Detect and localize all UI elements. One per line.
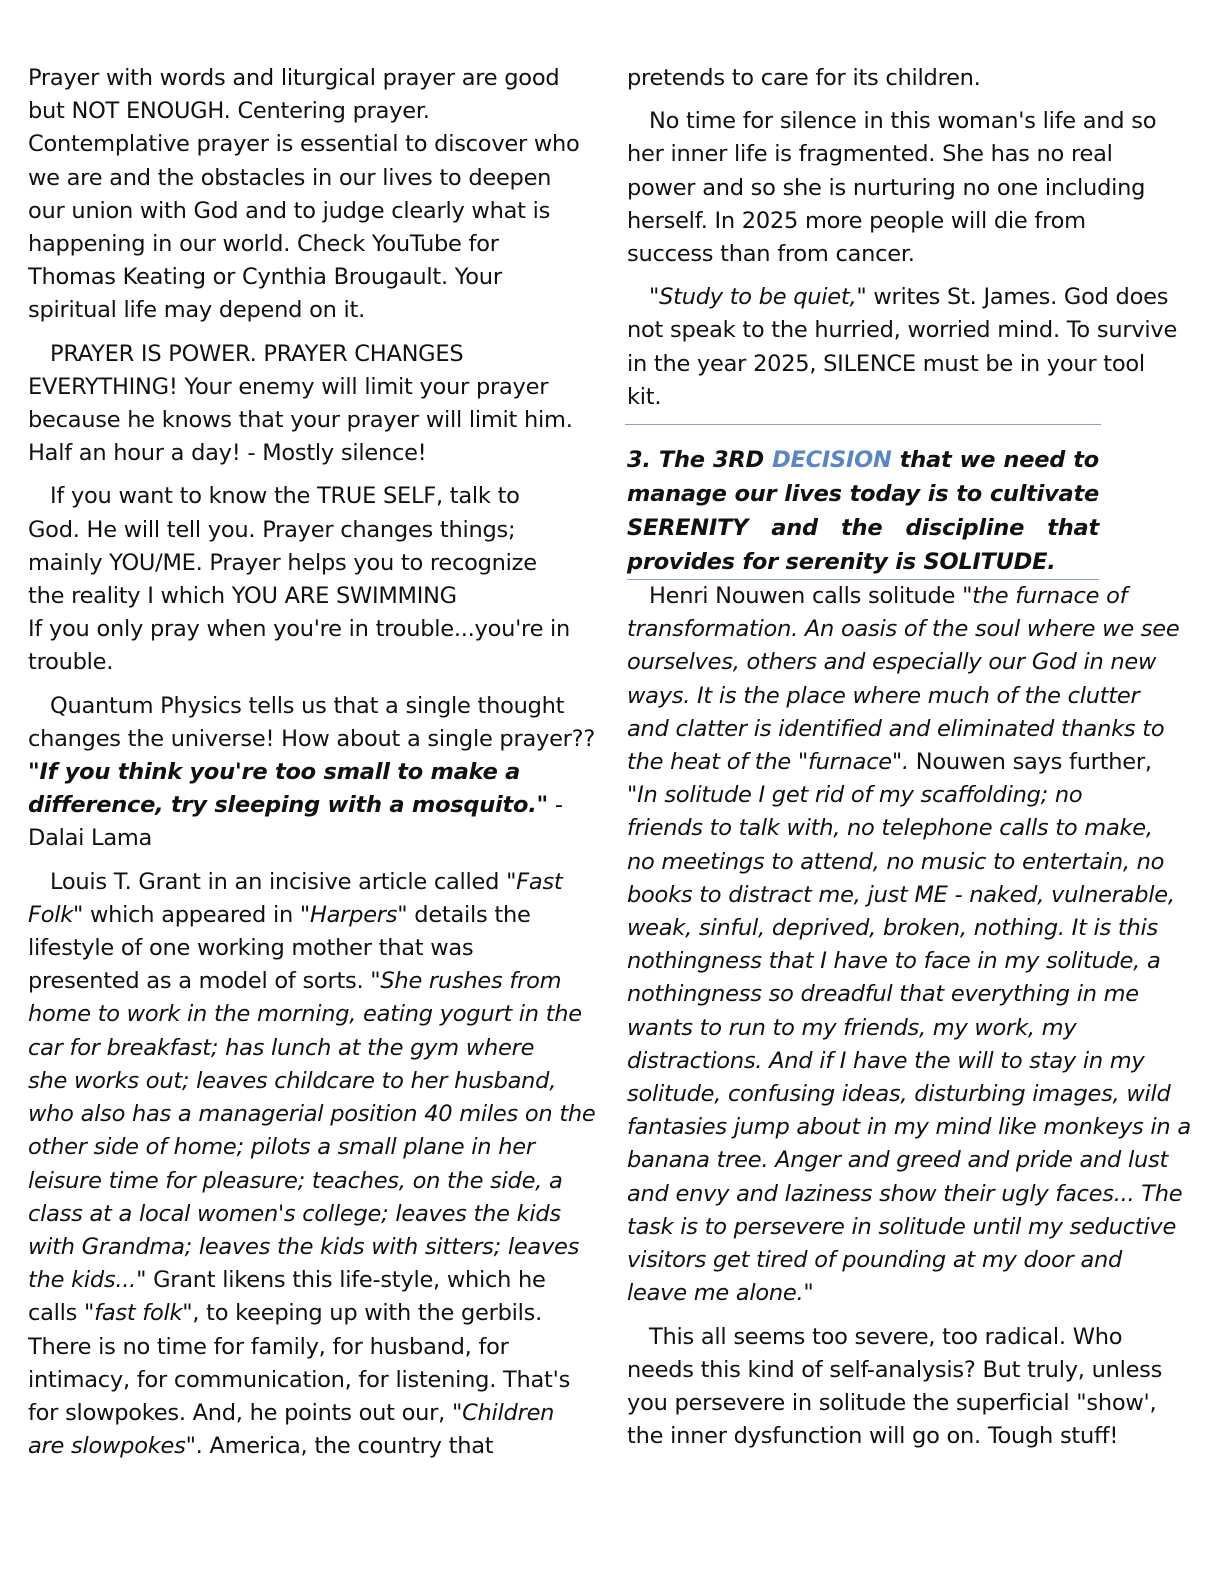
text-line: her inner life is fragmented. She has no real — [627, 141, 1113, 168]
text-line: changes the universe! How about a single prayer?? — [28, 725, 596, 752]
text-line: EVERYTHING! Your enemy will limit your prayer — [28, 373, 549, 400]
text-line: task is to persevere in solitude until my seductive — [627, 1213, 1177, 1240]
text-line: our union with God and to judge clearly what is — [28, 197, 551, 224]
text-line: pretends to care for its children. — [627, 65, 981, 91]
text-line: no meetings to attend, no music to entertain, no — [627, 848, 1165, 875]
paragraph-prayer-is-power — [28, 338, 598, 471]
text-line: PRAYER IS POWER. PRAYER CHANGES — [50, 340, 464, 367]
text-line: God. He will tell you. Prayer changes things; — [28, 516, 516, 543]
text-line: mainly YOU/ME. Prayer helps you to recognize — [28, 549, 537, 576]
section-divider — [625, 424, 1101, 425]
text-line: No time for silence in this woman's life and so — [649, 108, 1157, 135]
text-line: There is no time for family, for husband, for — [28, 1333, 509, 1360]
text-line: other side of home; pilots a small plane in her — [28, 1134, 535, 1161]
text-line: weak, sinful, deprived, broken, nothing. It is this — [627, 915, 1158, 942]
text-line: nothingness so dreadful that everything in me — [627, 981, 1139, 1008]
text-line: banana tree. Anger and greed and pride and lust — [627, 1147, 1169, 1174]
text-line: you persevere in solitude the superficial "show', — [627, 1389, 1157, 1416]
text-line: difference, try sleeping with a mosquito." - — [28, 792, 563, 819]
paragraph-continuation — [627, 62, 1192, 95]
text-line: herself. In 2025 more people will die from — [627, 207, 1086, 234]
text-line: the inner dysfunction will go on. Tough stuff! — [627, 1423, 1119, 1450]
text-line: the kids..." Grant likens this life-style, which he — [28, 1267, 546, 1294]
text-line: leisure time for pleasure; teaches, on the side, a — [28, 1167, 563, 1194]
text-line: trouble. — [28, 649, 114, 676]
text-line: friends to talk with, no telephone calls to make, — [627, 815, 1153, 842]
text-line: ways. It is the place where much of the clutter — [627, 682, 1140, 709]
text-line: in the year 2025, SILENCE must be in your tool — [627, 350, 1145, 377]
text-line: happening in our world. Check YouTube for — [28, 231, 499, 258]
paragraph-centering-prayer — [28, 62, 598, 328]
paragraph-tough-stuff — [627, 1321, 1192, 1454]
text-line: "Study to be quiet," writes St. James. God does — [649, 284, 1169, 311]
text-line: Thomas Keating or Cynthia Brougault. Your — [28, 264, 502, 291]
text-line: intimacy, for communication, for listening. That's — [28, 1366, 571, 1393]
text-line: fantasies jump about in my mind like monkeys in a — [627, 1114, 1191, 1141]
right-column — [627, 62, 1192, 1463]
paragraph-fast-folk — [28, 866, 598, 1464]
text-line: visitors get tired of pounding at my door and — [627, 1247, 1123, 1274]
text-line: the reality I which YOU ARE SWIMMING — [28, 583, 457, 610]
text-line: success than from cancer. — [627, 241, 915, 268]
text-line: home to work in the morning, eating yogurt in the — [28, 1001, 582, 1028]
decision-keyword: DECISION — [772, 447, 892, 474]
text-line: kit. — [627, 383, 662, 410]
text-line: leave me alone." — [627, 1280, 814, 1307]
section-heading-third-decision: 3. The 3RD DECISION that we need to manage our lives today is to cultivate SERENITY and the discipline that provides for serenity is SOLITUDE. — [627, 443, 1099, 580]
text-line: for slowpokes. And, he points out our, "Children — [28, 1399, 555, 1426]
text-line: she works out; leaves childcare to her husband, — [28, 1067, 557, 1094]
text-line: Folk" which appeared in "Harpers" details the — [28, 901, 531, 928]
text-line: If you want to know the TRUE SELF, talk to — [50, 483, 520, 510]
paragraph-true-self — [28, 480, 598, 679]
text-line: books to distract me, just ME - naked, vulnerable, — [627, 881, 1175, 908]
text-line: not speak to the hurried, worried mind. To survive — [627, 317, 1178, 344]
quote-attribution: Dalai Lama — [28, 825, 153, 852]
text-line: Quantum Physics tells us that a single thought — [50, 692, 565, 719]
text-line: are slowpokes". America, the country that — [28, 1433, 494, 1460]
text-line: and clatter is identified and eliminated thanks to — [627, 715, 1165, 742]
text-line: wants to run to my friends, my work, my — [627, 1014, 1077, 1041]
paragraph-study-to-be-quiet — [627, 281, 1192, 414]
paragraph-henri-nouwen — [627, 580, 1192, 1310]
text-line: transformation. An oasis of the soul where we see — [627, 616, 1180, 643]
paragraph-no-time-for-silence — [627, 105, 1192, 271]
text-line: solitude, confusing ideas, disturbing images, wild — [627, 1081, 1171, 1108]
text-line: with Grandma; leaves the kids with sitters; leaves — [28, 1233, 580, 1260]
text-line: Half an hour a day! - Mostly silence! — [28, 440, 427, 467]
text-line: because he knows that your prayer will limit him. — [28, 407, 573, 434]
text-line: needs this kind of self-analysis? But truly, unless — [627, 1356, 1163, 1383]
text-line: Contemplative prayer is essential to discover who — [28, 131, 580, 158]
left-column — [28, 62, 598, 1473]
text-line: ourselves, others and especially our God in new — [627, 649, 1157, 676]
text-line: spiritual life may depend on it. — [28, 297, 365, 324]
text-line: distractions. And if I have the will to stay in my — [627, 1047, 1145, 1074]
text-line: power and so she is nurturing no one including — [627, 174, 1146, 201]
text-line: nothingness that I have to face in my solitude, a — [627, 948, 1161, 975]
text-line: If you only pray when you're in trouble...you're in — [28, 616, 571, 643]
text-line: and envy and laziness show their ugly faces... The — [627, 1180, 1183, 1207]
text-line: "In solitude I get rid of my scaffolding; no — [627, 782, 1083, 809]
text-line: the heat of the "furnace". Nouwen says further, — [627, 749, 1152, 776]
text-line: who also has a managerial position 40 miles on the — [28, 1101, 596, 1128]
text-line: we are and the obstacles in our lives to deepen — [28, 164, 552, 191]
text-line: Prayer with words and liturgical prayer are good — [28, 65, 560, 91]
text-line: Louis T. Grant in an incisive article called "Fast — [50, 868, 563, 895]
text-line: car for breakfast; has lunch at the gym where — [28, 1034, 535, 1061]
text-line: Henri Nouwen calls solitude "the furnace of — [649, 583, 1128, 610]
text-line: lifestyle of one working mother that was — [28, 935, 474, 962]
text-line: but NOT ENOUGH. Centering prayer. — [28, 98, 430, 125]
paragraph-quantum-physics — [28, 690, 598, 856]
text-line: presented as a model of sorts. "She rushes from — [28, 968, 562, 995]
text-line: class at a local women's college; leaves the kids — [28, 1200, 561, 1227]
text-line: This all seems too severe, too radical. Who — [649, 1323, 1123, 1350]
dalai-lama-quote: "If you think you're too small to make a — [28, 759, 521, 786]
text-line: calls "fast folk", to keeping up with the gerbils. — [28, 1300, 543, 1327]
